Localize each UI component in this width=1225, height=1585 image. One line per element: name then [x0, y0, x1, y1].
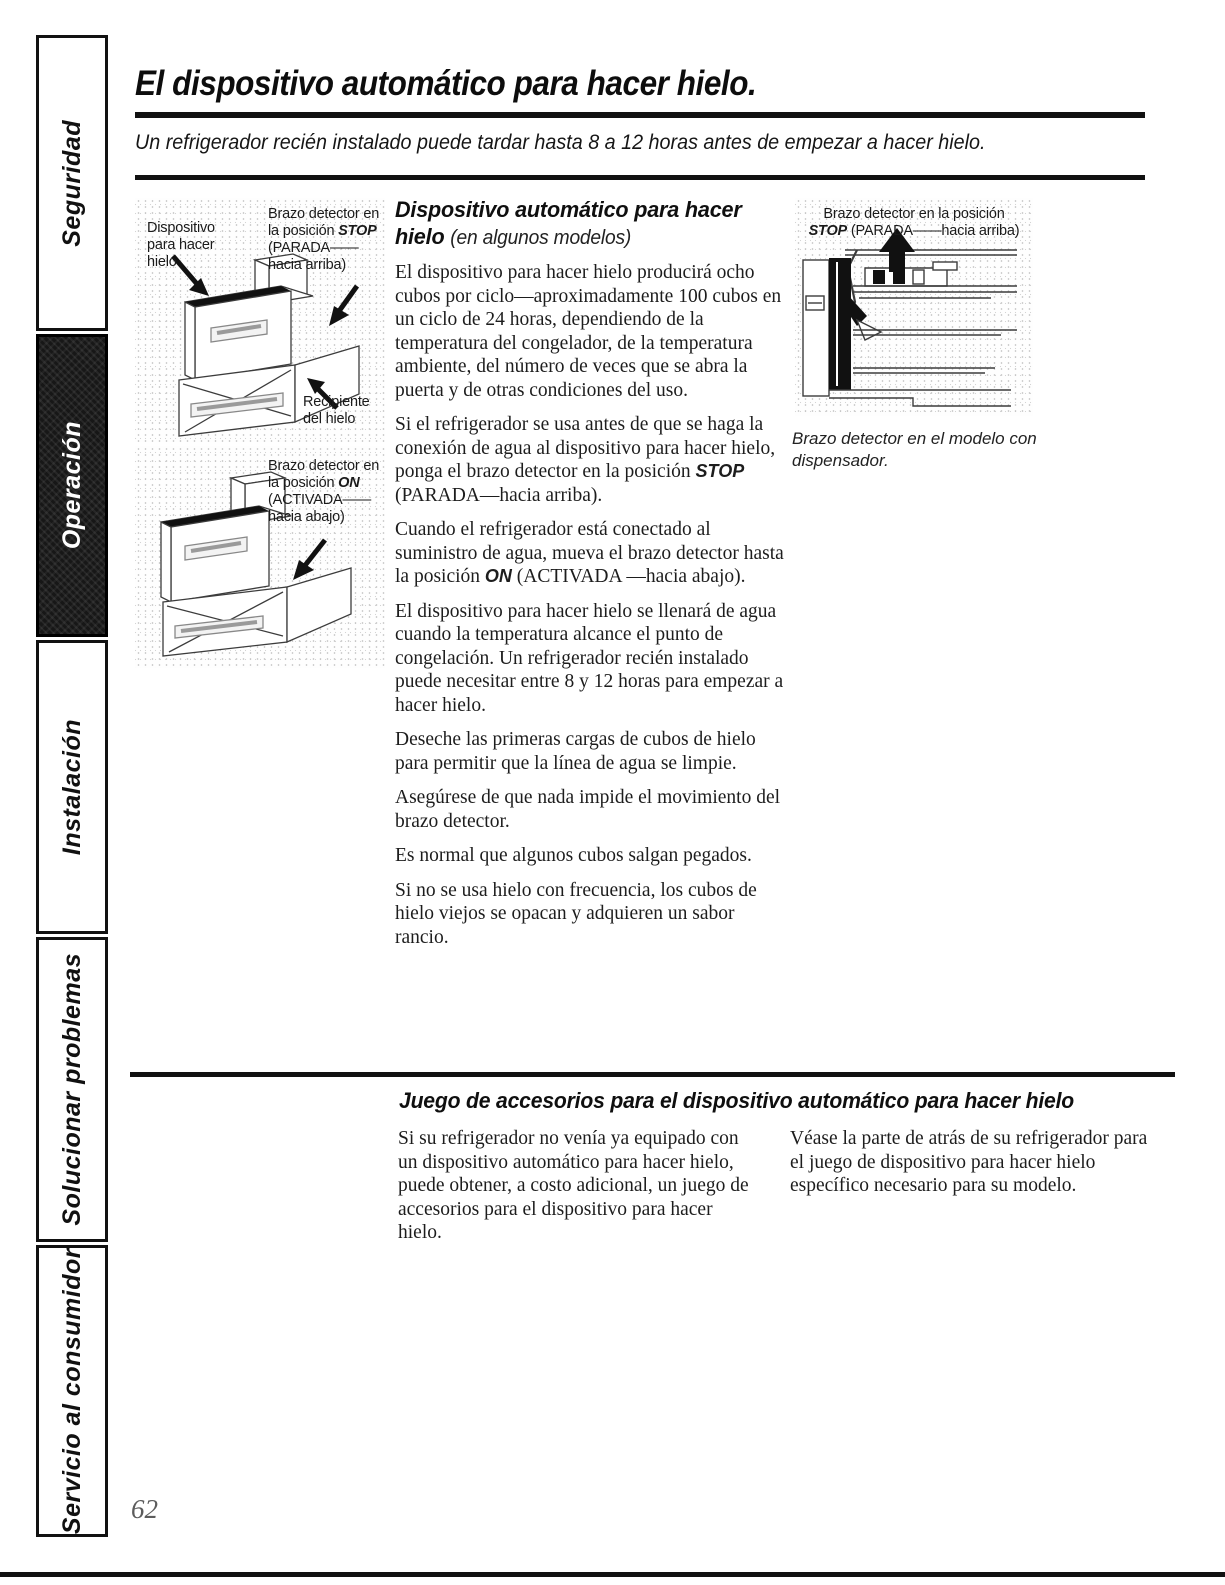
- intro-divider: [135, 175, 1145, 180]
- page-title: El dispositivo automático para hacer hielo.: [135, 64, 757, 103]
- paragraph: Deseche las primeras cargas de cubos de hielo para permitir que la línea de agua se limpie.: [395, 729, 756, 774]
- sidebar-tab-label: Servicio al consumidor: [57, 1247, 86, 1535]
- title-divider: [135, 112, 1145, 118]
- accessories-right-column: Véase la parte de atrás de su refrigerador para el juego de dispositivo para hacer hielo específico necesario para su modelo.: [790, 1128, 1148, 1196]
- accessories-left-column: Si su refrigerador no venía ya equipado con un dispositivo automático para hacer hielo, puede obtener, a costo adicional, un juego de accesorios para el dispositivo para hacer hielo.: [398, 1128, 749, 1243]
- page-bottom-edge: [0, 1572, 1225, 1577]
- sidebar-tab-operacion: [36, 334, 108, 637]
- paragraph: Cuando el refrigerador está conectado al suministro de agua, mueva el brazo detector hasta la posición ON (ACTIVADA —hacia abajo).: [395, 519, 784, 587]
- paragraph: Es normal que algunos cubos salgan pegados.: [395, 845, 752, 866]
- sidebar-tab-label: Operación: [57, 421, 86, 550]
- fig3-caption: Brazo detector en el modelo con dispensador.: [792, 429, 1037, 471]
- fig3-arm-label: Brazo detector en la posición STOP (PARADA——hacia arriba): [808, 206, 1020, 240]
- fig2-arm-label: Brazo detector en la posición ON (ACTIVADA—— hacia abajo): [268, 458, 380, 526]
- paragraph: El dispositivo para hacer hielo producirá ocho cubos por ciclo—aproximadamente 100 cubos en un ciclo de 24 horas, dependiendo de la temperatura del congelador, de la temperatura ambiente, del número de veces que se abra la puerta y de otras condiciones del uso.: [395, 262, 782, 401]
- accessories-heading: Juego de accesorios para el dispositivo automático para hacer hielo: [399, 1088, 1075, 1113]
- sidebar-tab-servicio-al-consumidor: [36, 1245, 108, 1537]
- paragraph: El dispositivo para hacer hielo se llenará de agua cuando la temperatura alcance el punto de congelación. Un refrigerador recién instalado puede necesitar entre 8 y 12 horas para empezar a hacer hielo.: [395, 600, 784, 716]
- sidebar-tab-instalacion: [36, 640, 108, 934]
- paragraph: Si el refrigerador se usa antes de que se haga la conexión de agua al dispositivo para hacer hielo, ponga el brazo detector en la posición STOP (PARADA—hacia arriba).: [395, 414, 776, 506]
- figure-ice-maker-on: [135, 446, 385, 668]
- section-heading: Dispositivo automático para hacer hielo (en algunos modelos): [395, 197, 742, 249]
- page-number: 62: [131, 1494, 158, 1524]
- pointer-arrow-icon: [293, 540, 325, 580]
- paragraph: Si no se usa hielo con frecuencia, los cubos de hielo viejos se opacan y adquieren un sabor rancio.: [395, 879, 757, 948]
- fig1-device-label: Dispositivo para hacer hielo: [147, 220, 215, 271]
- fig1-arm-label: Brazo detector en la posición STOP (PARADA—— hacia arriba): [268, 206, 380, 274]
- sidebar-tab-label: Seguridad: [57, 119, 86, 247]
- sidebar-tab-solucionar-problemas: [36, 937, 108, 1242]
- paragraph: Asegúrese de que nada impide el movimiento del brazo detector.: [395, 787, 781, 832]
- accessories-divider: [130, 1072, 1175, 1077]
- sidebar-tab-seguridad: [36, 35, 108, 331]
- figure-dispenser-model: [795, 198, 1033, 416]
- sidebar-tab-label: Instalación: [57, 718, 86, 856]
- sidebar-tab-label: Solucionar problemas: [57, 953, 86, 1226]
- figure-ice-maker-stop: [135, 198, 385, 442]
- fig1-bin-label: Recipiente del hielo: [303, 394, 370, 428]
- intro-text: Un refrigerador recién instalado puede tardar hasta 8 a 12 horas antes de empezar a hacer hielo.: [135, 131, 986, 154]
- main-text-column: [395, 197, 787, 960]
